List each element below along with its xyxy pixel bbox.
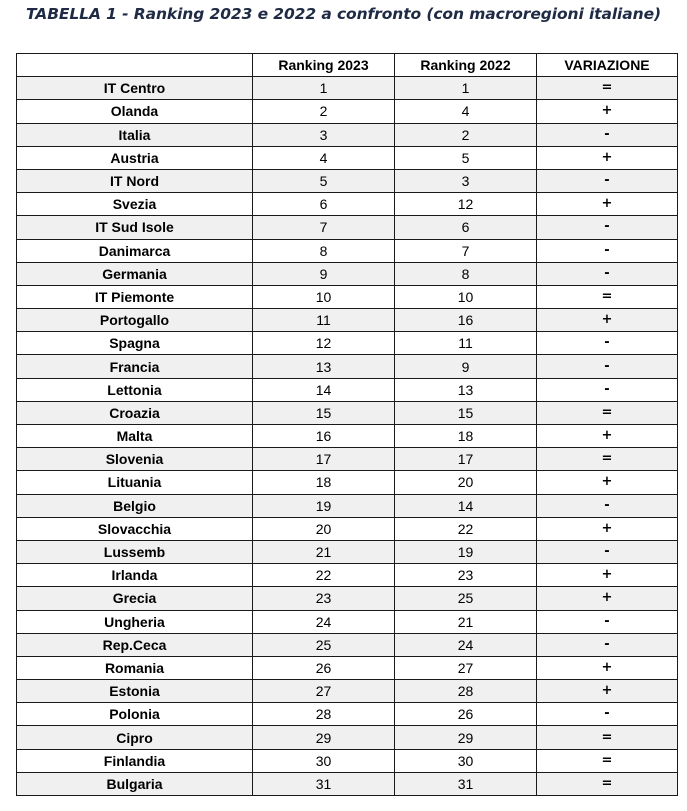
- ranking-2023-cell: 14: [253, 378, 395, 401]
- ranking-2023-cell: 16: [253, 425, 395, 448]
- ranking-2023-cell: 10: [253, 285, 395, 308]
- variazione-cell: +: [537, 587, 678, 610]
- header-variazione: VARIAZIONE: [537, 54, 678, 77]
- table-row: [17, 425, 678, 448]
- table-row: [17, 494, 678, 517]
- table-row: [17, 239, 678, 262]
- country-cell: Irlanda: [17, 564, 253, 587]
- country-cell: Rep.Ceca: [17, 633, 253, 656]
- ranking-2022-cell: 12: [395, 193, 537, 216]
- ranking-2022-cell: 24: [395, 633, 537, 656]
- ranking-2022-cell: 11: [395, 332, 537, 355]
- table-row: [17, 309, 678, 332]
- ranking-2022-cell: 8: [395, 262, 537, 285]
- variazione-cell: +: [537, 425, 678, 448]
- table-row: [17, 633, 678, 656]
- country-cell: Lussemb: [17, 540, 253, 563]
- ranking-2022-cell: 27: [395, 656, 537, 679]
- ranking-2022-cell: 17: [395, 448, 537, 471]
- table-row: [17, 378, 678, 401]
- variazione-cell: -: [537, 123, 678, 146]
- ranking-2023-cell: 29: [253, 726, 395, 749]
- table-row: [17, 540, 678, 563]
- ranking-2022-cell: 7: [395, 239, 537, 262]
- ranking-2023-cell: 20: [253, 517, 395, 540]
- variazione-cell: +: [537, 471, 678, 494]
- ranking-2023-cell: 12: [253, 332, 395, 355]
- ranking-2023-cell: 7: [253, 216, 395, 239]
- country-cell: Finlandia: [17, 749, 253, 772]
- variazione-cell: +: [537, 100, 678, 123]
- ranking-2022-cell: 20: [395, 471, 537, 494]
- ranking-2023-cell: 31: [253, 772, 395, 795]
- ranking-2023-cell: 17: [253, 448, 395, 471]
- country-cell: Danimarca: [17, 239, 253, 262]
- variazione-cell: +: [537, 656, 678, 679]
- variazione-cell: =: [537, 77, 678, 100]
- country-cell: Lettonia: [17, 378, 253, 401]
- variazione-cell: =: [537, 448, 678, 471]
- ranking-2023-cell: 26: [253, 656, 395, 679]
- ranking-2023-cell: 30: [253, 749, 395, 772]
- variazione-cell: -: [537, 332, 678, 355]
- table-row: [17, 680, 678, 703]
- ranking-2023-cell: 28: [253, 703, 395, 726]
- variazione-cell: -: [537, 703, 678, 726]
- variazione-cell: +: [537, 146, 678, 169]
- ranking-2022-cell: 23: [395, 564, 537, 587]
- variazione-cell: =: [537, 726, 678, 749]
- table-row: [17, 703, 678, 726]
- country-cell: Belgio: [17, 494, 253, 517]
- ranking-2022-cell: 21: [395, 610, 537, 633]
- variazione-cell: =: [537, 285, 678, 308]
- country-cell: Austria: [17, 146, 253, 169]
- country-cell: Grecia: [17, 587, 253, 610]
- ranking-2022-cell: 16: [395, 309, 537, 332]
- country-cell: IT Centro: [17, 77, 253, 100]
- table-row: [17, 471, 678, 494]
- ranking-2023-cell: 9: [253, 262, 395, 285]
- ranking-2023-cell: 27: [253, 680, 395, 703]
- ranking-2023-cell: 8: [253, 239, 395, 262]
- country-cell: IT Nord: [17, 169, 253, 192]
- ranking-2022-cell: 26: [395, 703, 537, 726]
- variazione-cell: -: [537, 494, 678, 517]
- table-row: [17, 193, 678, 216]
- variazione-cell: +: [537, 193, 678, 216]
- ranking-2022-cell: 31: [395, 772, 537, 795]
- country-cell: Portogallo: [17, 309, 253, 332]
- table-body: [17, 77, 678, 796]
- table-row: [17, 656, 678, 679]
- variazione-cell: -: [537, 355, 678, 378]
- variazione-cell: -: [537, 378, 678, 401]
- country-cell: Spagna: [17, 332, 253, 355]
- country-cell: Lituania: [17, 471, 253, 494]
- ranking-2023-cell: 23: [253, 587, 395, 610]
- ranking-2023-cell: 22: [253, 564, 395, 587]
- country-cell: Estonia: [17, 680, 253, 703]
- ranking-2023-cell: 4: [253, 146, 395, 169]
- ranking-2022-cell: 18: [395, 425, 537, 448]
- table-row: [17, 77, 678, 100]
- ranking-2022-cell: 25: [395, 587, 537, 610]
- variazione-cell: -: [537, 169, 678, 192]
- ranking-2023-cell: 24: [253, 610, 395, 633]
- country-cell: Ungheria: [17, 610, 253, 633]
- header-ranking-2023: Ranking 2023: [253, 54, 395, 77]
- ranking-2022-cell: 4: [395, 100, 537, 123]
- table-row: [17, 285, 678, 308]
- ranking-2023-cell: 6: [253, 193, 395, 216]
- country-cell: Bulgaria: [17, 772, 253, 795]
- country-cell: Svezia: [17, 193, 253, 216]
- ranking-2023-cell: 5: [253, 169, 395, 192]
- table-caption: TABELLA 1 - Ranking 2023 e 2022 a confronto (con macroregioni italiane): [26, 5, 661, 23]
- table-row: [17, 448, 678, 471]
- country-cell: Slovenia: [17, 448, 253, 471]
- country-cell: Malta: [17, 425, 253, 448]
- ranking-2023-cell: 21: [253, 540, 395, 563]
- variazione-cell: -: [537, 262, 678, 285]
- variazione-cell: =: [537, 749, 678, 772]
- table-row: [17, 332, 678, 355]
- variazione-cell: -: [537, 633, 678, 656]
- country-cell: Italia: [17, 123, 253, 146]
- country-cell: IT Piemonte: [17, 285, 253, 308]
- variazione-cell: =: [537, 401, 678, 424]
- country-cell: Polonia: [17, 703, 253, 726]
- table-row: [17, 262, 678, 285]
- variazione-cell: =: [537, 772, 678, 795]
- ranking-2022-cell: 2: [395, 123, 537, 146]
- ranking-2023-cell: 19: [253, 494, 395, 517]
- ranking-2022-cell: 9: [395, 355, 537, 378]
- table-row: [17, 726, 678, 749]
- table-row: [17, 216, 678, 239]
- ranking-2023-cell: 1: [253, 77, 395, 100]
- variazione-cell: -: [537, 540, 678, 563]
- table-row: [17, 100, 678, 123]
- table-row: [17, 610, 678, 633]
- table-row: [17, 169, 678, 192]
- ranking-2022-cell: 19: [395, 540, 537, 563]
- variazione-cell: +: [537, 564, 678, 587]
- country-cell: Croazia: [17, 401, 253, 424]
- country-cell: Slovacchia: [17, 517, 253, 540]
- ranking-2022-cell: 10: [395, 285, 537, 308]
- ranking-2022-cell: 13: [395, 378, 537, 401]
- ranking-2022-cell: 1: [395, 77, 537, 100]
- ranking-2023-cell: 3: [253, 123, 395, 146]
- variazione-cell: -: [537, 216, 678, 239]
- ranking-2022-cell: 6: [395, 216, 537, 239]
- variazione-cell: +: [537, 309, 678, 332]
- country-cell: Romania: [17, 656, 253, 679]
- ranking-2023-cell: 13: [253, 355, 395, 378]
- table-row: [17, 564, 678, 587]
- header-country: [17, 54, 253, 77]
- variazione-cell: +: [537, 517, 678, 540]
- table-row: [17, 355, 678, 378]
- table-row: [17, 772, 678, 795]
- variazione-cell: -: [537, 610, 678, 633]
- country-cell: Germania: [17, 262, 253, 285]
- country-cell: IT Sud Isole: [17, 216, 253, 239]
- ranking-table: [16, 53, 678, 796]
- ranking-2022-cell: 5: [395, 146, 537, 169]
- country-cell: Cipro: [17, 726, 253, 749]
- ranking-2022-cell: 14: [395, 494, 537, 517]
- country-cell: Francia: [17, 355, 253, 378]
- table-row: [17, 146, 678, 169]
- table-row: [17, 587, 678, 610]
- ranking-2022-cell: 30: [395, 749, 537, 772]
- ranking-2022-cell: 22: [395, 517, 537, 540]
- ranking-2022-cell: 3: [395, 169, 537, 192]
- header-row: [17, 54, 678, 77]
- variazione-cell: +: [537, 680, 678, 703]
- table-row: [17, 401, 678, 424]
- country-cell: Olanda: [17, 100, 253, 123]
- ranking-2023-cell: 25: [253, 633, 395, 656]
- ranking-2022-cell: 28: [395, 680, 537, 703]
- ranking-2022-cell: 29: [395, 726, 537, 749]
- ranking-2022-cell: 15: [395, 401, 537, 424]
- ranking-2023-cell: 15: [253, 401, 395, 424]
- table-row: [17, 123, 678, 146]
- ranking-2023-cell: 18: [253, 471, 395, 494]
- table-row: [17, 749, 678, 772]
- ranking-2023-cell: 2: [253, 100, 395, 123]
- variazione-cell: -: [537, 239, 678, 262]
- header-ranking-2022: Ranking 2022: [395, 54, 537, 77]
- ranking-2023-cell: 11: [253, 309, 395, 332]
- table-row: [17, 517, 678, 540]
